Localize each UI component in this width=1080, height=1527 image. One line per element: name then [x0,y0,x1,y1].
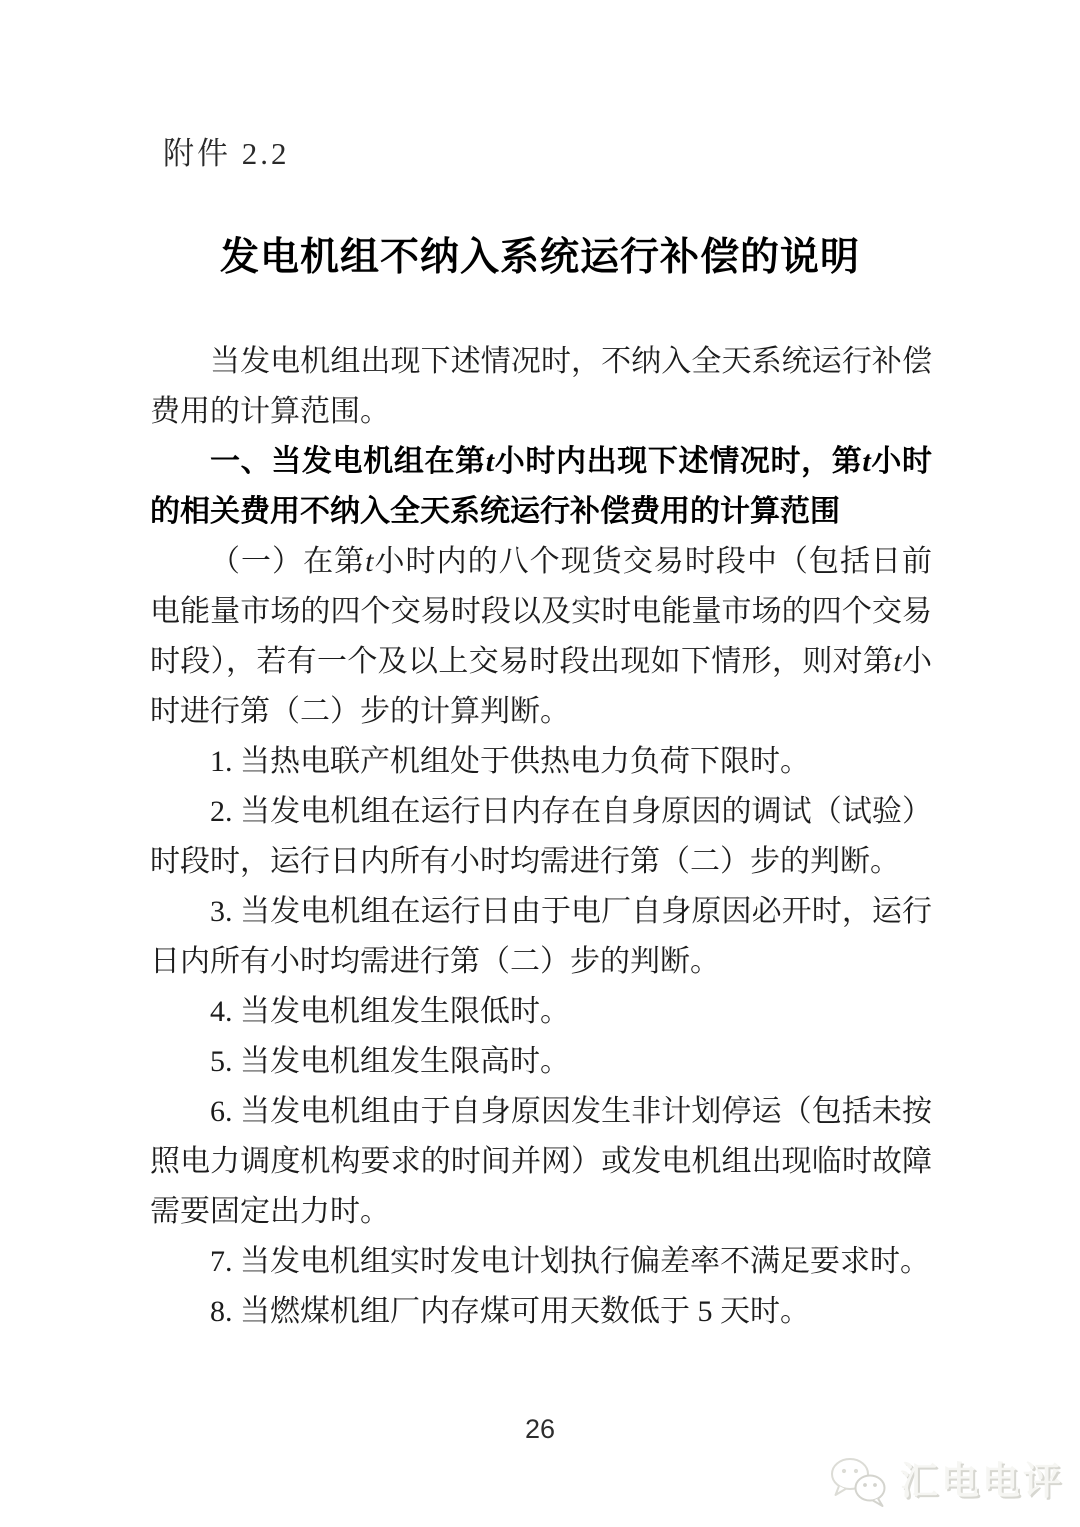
attachment-label: 附件 2.2 [163,136,290,171]
variable-t: t [893,645,902,678]
text-run: 小时进行第（二）步的计算判断。 [150,645,933,728]
watermark-text: 汇电电评 [899,1461,1064,1503]
text-run: 小时的相关费用不纳入全天系统运行补偿费用的计算范围 [150,445,933,528]
section-heading [150,437,932,537]
text-run: 6. 当发电机组由于自身原因发生非计划停运（包括未按照电力调度机构要求的时间并网）或发电机组出现临时故障需要固定出力时。 [150,1095,932,1228]
paragraph [150,737,932,787]
text-run: 8. 当燃煤机组厂内存煤可用天数低于 5 天时。 [210,1295,810,1328]
text-run: 5. 当发电机组发生限高时。 [210,1045,570,1078]
variable-t: t [485,445,495,478]
wechat-icon [828,1455,890,1509]
text-run: 2. 当发电机组在运行日内存在自身原因的调试（试验）时段时，运行日内所有小时均需进行第（二）步的判断。 [150,795,932,878]
variable-t: t [862,445,871,478]
paragraph [150,787,932,887]
document-body [150,337,932,1337]
watermark [828,1455,1064,1509]
text-run: 3. 当发电机组在运行日由于电厂自身原因必开时，运行日内所有小时均需进行第（二）步的判断。 [150,895,932,978]
paragraph [150,987,932,1037]
paragraph [150,1237,932,1287]
page-number: 26 [524,1414,556,1444]
paragraph [150,1087,932,1237]
variable-t: t [365,545,374,578]
text-run: 小时内的八个现货交易时段中（包括日前电能量市场的四个交易时段以及实时电能量市场的四个交易时段），若有一个及以上交易时段出现如下情形，则对第 [150,545,933,678]
text-run: 当发电机组出现下述情况时，不纳入全天系统运行补偿费用的计算范围。 [150,345,932,428]
text-run: 7. 当发电机组实时发电计划执行偏差率不满足要求时。 [210,1245,930,1278]
paragraph [150,337,932,437]
paragraph [150,1037,932,1087]
text-run: 小时内出现下述情况时，第 [494,445,863,478]
paragraph [150,887,932,987]
text-run: 4. 当发电机组发生限低时。 [210,995,570,1028]
paragraph [150,537,932,737]
text-run: 一、当发电机组在第 [210,445,486,478]
paragraph [150,1287,932,1337]
page-title: 发电机组不纳入系统运行补偿的说明 [219,236,860,279]
text-run: 1. 当热电联产机组处于供热电力负荷下限时。 [210,745,810,778]
text-run: （一）在第 [210,545,366,578]
